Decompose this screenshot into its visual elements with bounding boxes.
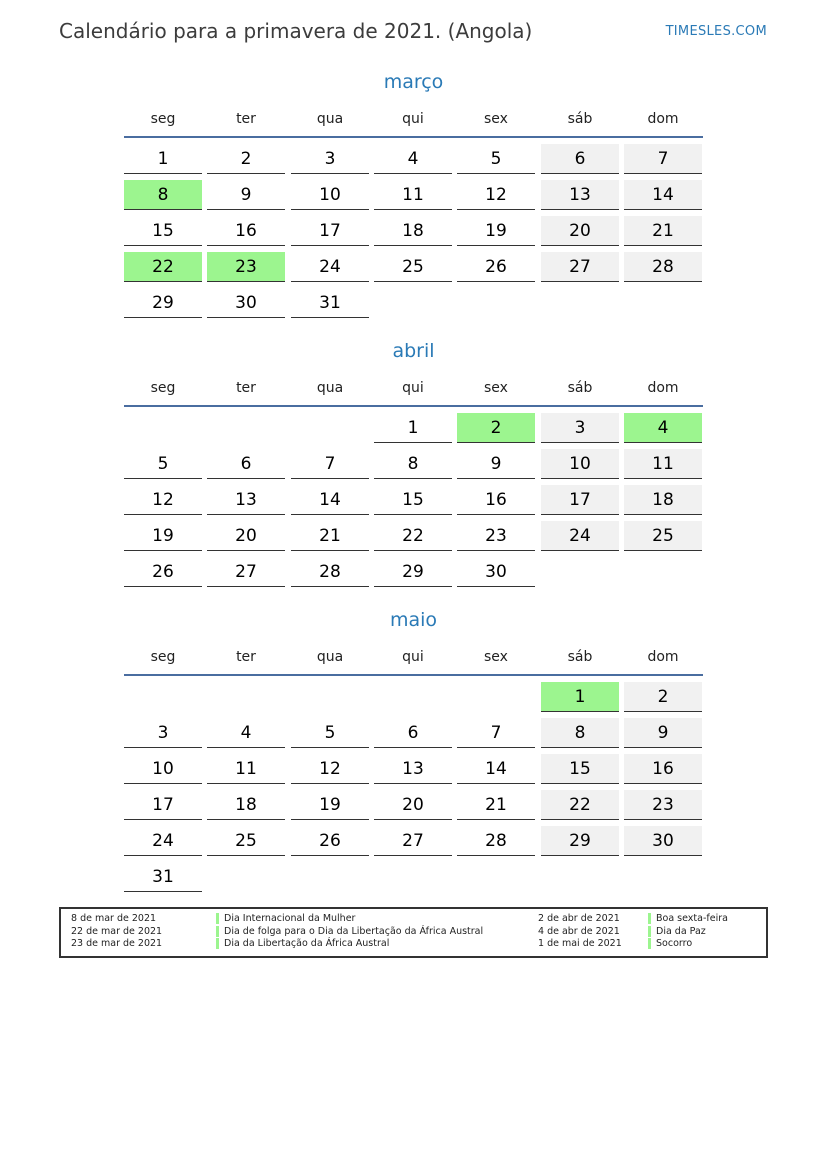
weekday-label: qua: [316, 649, 344, 665]
day-cell: 5: [291, 718, 369, 748]
day-cell: 7: [624, 144, 702, 174]
weekday-label: sex: [484, 649, 508, 665]
day-cell: 1: [374, 413, 452, 443]
day-cell: 2: [624, 682, 702, 712]
day-cell: 20: [541, 216, 619, 246]
holiday-day-cell: 2: [457, 413, 535, 443]
day-cell: 23: [457, 521, 535, 551]
weekday-label: ter: [236, 649, 256, 665]
day-cell: 22: [374, 521, 452, 551]
day-cell: 15: [374, 485, 452, 515]
legend-holiday-name: Dia de folga para o Dia da Libertação da África Austral: [216, 926, 483, 937]
weekday-label: dom: [647, 649, 679, 665]
day-cell: 7: [291, 449, 369, 479]
weekday-label: dom: [647, 380, 679, 396]
day-cell: 10: [291, 180, 369, 210]
day-cell: 9: [207, 180, 285, 210]
holiday-day-cell: 4: [624, 413, 702, 443]
day-cell: 14: [624, 180, 702, 210]
weekday-label: qui: [402, 649, 424, 665]
weekday-label: seg: [150, 649, 176, 665]
weekday-header: [124, 111, 703, 131]
day-cell: 14: [457, 754, 535, 784]
day-cell: 3: [124, 718, 202, 748]
day-cell: 28: [457, 826, 535, 856]
day-cell: 17: [541, 485, 619, 515]
day-cell: 21: [624, 216, 702, 246]
day-cell: 9: [624, 718, 702, 748]
day-cell: 2: [207, 144, 285, 174]
day-cell: 10: [541, 449, 619, 479]
day-cell: 8: [541, 718, 619, 748]
day-cell: 19: [457, 216, 535, 246]
day-cell: 5: [124, 449, 202, 479]
holiday-day-cell: 1: [541, 682, 619, 712]
legend-date: 23 de mar de 2021: [71, 938, 163, 949]
day-cell: 27: [541, 252, 619, 282]
day-cell: 26: [291, 826, 369, 856]
day-cell: 17: [124, 790, 202, 820]
day-cell: 16: [457, 485, 535, 515]
legend-holiday-name: Socorro: [648, 938, 692, 949]
day-cell: 28: [291, 557, 369, 587]
day-cell: 4: [374, 144, 452, 174]
day-cell: 24: [541, 521, 619, 551]
day-cell: 29: [124, 288, 202, 318]
weekday-label: sáb: [567, 649, 593, 665]
day-cell: 30: [207, 288, 285, 318]
day-cell: 9: [457, 449, 535, 479]
weekday-label: qua: [316, 111, 344, 127]
weekday-label: seg: [150, 111, 176, 127]
day-cell: 22: [541, 790, 619, 820]
legend-holiday-name: Dia da Libertação da África Austral: [216, 938, 389, 949]
legend-date: 1 de mai de 2021: [538, 938, 622, 949]
weekday-label: qui: [402, 380, 424, 396]
brand-link[interactable]: TIMESLES.COM: [665, 24, 767, 39]
header-rule: [124, 674, 703, 676]
header-rule: [124, 136, 703, 138]
day-cell: 18: [374, 216, 452, 246]
day-cell: 10: [124, 754, 202, 784]
day-cell: 11: [374, 180, 452, 210]
day-cell: 14: [291, 485, 369, 515]
day-cell: 6: [541, 144, 619, 174]
day-cell: 6: [207, 449, 285, 479]
day-cell: 25: [374, 252, 452, 282]
weekday-label: sex: [484, 111, 508, 127]
day-cell: 12: [291, 754, 369, 784]
day-cell: 30: [457, 557, 535, 587]
day-cell: 11: [624, 449, 702, 479]
day-cell: 15: [124, 216, 202, 246]
weekday-label: sáb: [567, 111, 593, 127]
header-rule: [124, 405, 703, 407]
day-cell: 3: [291, 144, 369, 174]
day-cell: 1: [124, 144, 202, 174]
day-cell: 7: [457, 718, 535, 748]
day-cell: 13: [207, 485, 285, 515]
day-cell: 6: [374, 718, 452, 748]
day-cell: 18: [624, 485, 702, 515]
legend-holiday-name: Dia Internacional da Mulher: [216, 913, 355, 924]
holiday-day-cell: 22: [124, 252, 202, 282]
day-cell: 23: [624, 790, 702, 820]
day-cell: 20: [374, 790, 452, 820]
weekday-header: [124, 380, 703, 400]
legend-date: 22 de mar de 2021: [71, 925, 163, 937]
holiday-day-cell: 8: [124, 180, 202, 210]
day-cell: 27: [207, 557, 285, 587]
legend-date: 4 de abr de 2021: [538, 925, 620, 937]
day-cell: 13: [374, 754, 452, 784]
weekday-label: qui: [402, 111, 424, 127]
day-cell: 24: [291, 252, 369, 282]
day-cell: 27: [374, 826, 452, 856]
day-cell: 29: [374, 557, 452, 587]
day-cell: 19: [291, 790, 369, 820]
weekday-label: seg: [150, 380, 176, 396]
day-cell: 21: [457, 790, 535, 820]
day-cell: 18: [207, 790, 285, 820]
day-cell: 5: [457, 144, 535, 174]
day-cell: 29: [541, 826, 619, 856]
day-cell: 21: [291, 521, 369, 551]
day-cell: 31: [291, 288, 369, 318]
day-cell: 17: [291, 216, 369, 246]
weekday-label: ter: [236, 111, 256, 127]
day-cell: 16: [624, 754, 702, 784]
weekday-label: qua: [316, 380, 344, 396]
day-cell: 25: [207, 826, 285, 856]
day-cell: 4: [207, 718, 285, 748]
month-title: março: [383, 71, 444, 93]
legend-holiday-name: Boa sexta-feira: [648, 913, 728, 924]
month-title: abril: [392, 340, 435, 362]
page-title: Calendário para a primavera de 2021. (Angola): [59, 19, 533, 43]
day-cell: 25: [624, 521, 702, 551]
day-cell: 15: [541, 754, 619, 784]
weekday-label: sáb: [567, 380, 593, 396]
day-cell: 31: [124, 862, 202, 892]
day-cell: 13: [541, 180, 619, 210]
day-cell: 16: [207, 216, 285, 246]
day-cell: 20: [207, 521, 285, 551]
day-cell: 30: [624, 826, 702, 856]
legend-holiday-name: Dia da Paz: [648, 926, 706, 937]
legend-date: 2 de abr de 2021: [538, 913, 620, 924]
day-cell: 12: [457, 180, 535, 210]
legend-date: 8 de mar de 2021: [71, 913, 157, 924]
holiday-legend: [59, 907, 768, 958]
weekday-label: dom: [647, 111, 679, 127]
month-title: maio: [389, 609, 438, 631]
day-cell: 19: [124, 521, 202, 551]
day-cell: 3: [541, 413, 619, 443]
day-cell: 26: [124, 557, 202, 587]
day-cell: 11: [207, 754, 285, 784]
weekday-label: ter: [236, 380, 256, 396]
weekday-header: [124, 649, 703, 669]
holiday-day-cell: 23: [207, 252, 285, 282]
day-cell: 26: [457, 252, 535, 282]
weekday-label: sex: [484, 380, 508, 396]
day-cell: 24: [124, 826, 202, 856]
day-cell: 12: [124, 485, 202, 515]
day-cell: 8: [374, 449, 452, 479]
day-cell: 28: [624, 252, 702, 282]
